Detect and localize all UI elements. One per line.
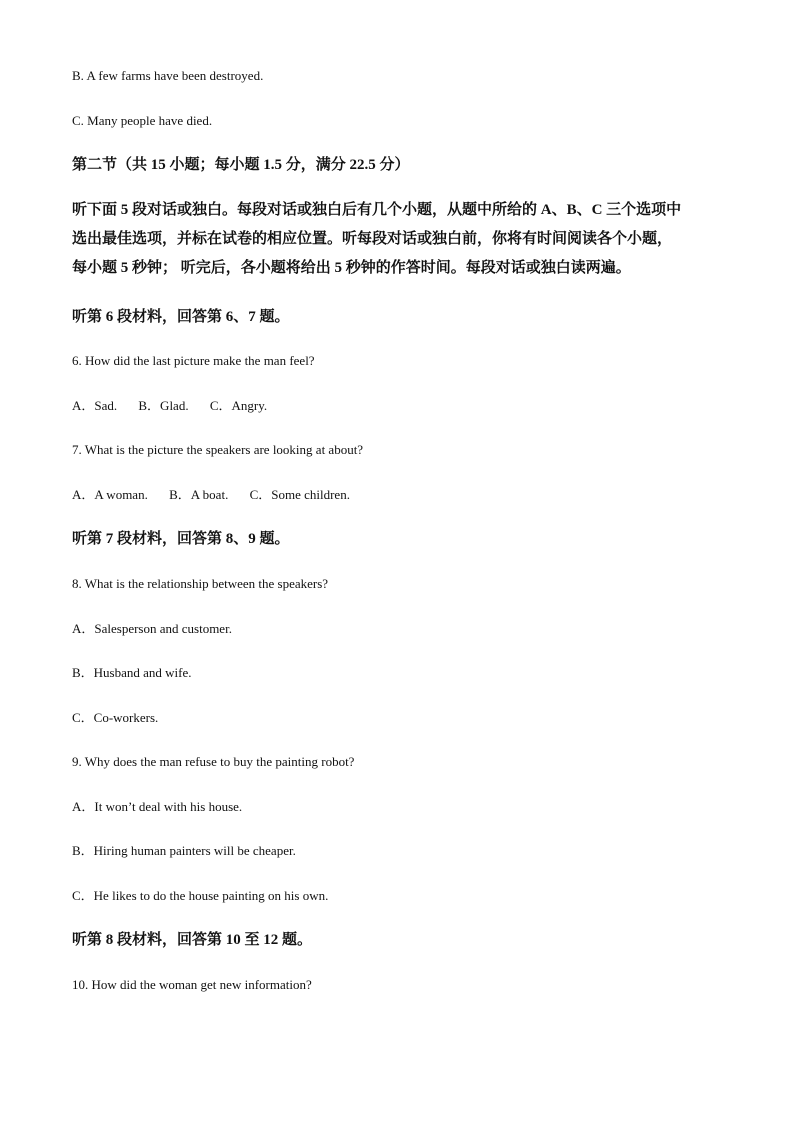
question-9-option-a: A．It won’t deal with his house. bbox=[72, 799, 243, 814]
question-10: 10. How did the woman get new information? bbox=[72, 977, 312, 992]
option-b-previous: B. A few farms have been destroyed. bbox=[72, 68, 264, 83]
question-8-option-a: A．Salesperson and customer. bbox=[72, 621, 232, 636]
question-7-options bbox=[72, 486, 350, 504]
material-6-heading: 听第 6 段材料，回答第 6、7 题。 bbox=[72, 309, 290, 325]
question-6-option-a: A．Sad. bbox=[72, 398, 118, 413]
option-c-previous: C. Many people have died. bbox=[72, 113, 213, 128]
question-8-option-c: C．Co-workers. bbox=[72, 710, 159, 725]
question-6-option-c: C．Angry. bbox=[209, 398, 268, 413]
question-7-option-c: C．Some children. bbox=[249, 487, 350, 502]
material-8-heading: 听第 8 段材料，回答第 10 至 12 题。 bbox=[72, 932, 313, 948]
question-7: 7. What is the picture the speakers are looking at about? bbox=[72, 442, 364, 457]
instruction-line-2: 选出最佳选项，并标在试卷的相应位置。听每段对话或独白前，你将有时间阅读各个小题， bbox=[72, 231, 673, 247]
question-7-option-b: B．A boat. bbox=[169, 487, 229, 502]
question-8-option-b: B．Husband and wife. bbox=[72, 665, 192, 680]
question-6-options bbox=[72, 397, 267, 415]
instruction-line-3: 每小题 5 秒钟； 听完后，各小题将给出 5 秒钟的作答时间。每段对话或独白读两遍。 bbox=[72, 260, 631, 276]
question-9: 9. Why does the man refuse to buy the painting robot? bbox=[72, 754, 355, 769]
section-two-instructions bbox=[72, 196, 732, 283]
question-7-option-a: A．A woman. bbox=[72, 487, 148, 502]
instruction-line-1: 听下面 5 段对话或独白。每段对话或独白后有几个小题，从题中所给的 A、B、C 三个选项中 bbox=[72, 202, 682, 218]
question-8: 8. What is the relationship between the speakers? bbox=[72, 576, 329, 591]
question-6-option-b: B．Glad. bbox=[138, 398, 189, 413]
question-9-option-c: C．He likes to do the house painting on his own. bbox=[72, 888, 329, 903]
question-9-option-b: B．Hiring human painters will be cheaper. bbox=[72, 843, 296, 858]
section-two-title: 第二节（共 15 小题；每小题 1.5 分，满分 22.5 分） bbox=[72, 157, 410, 173]
material-7-heading: 听第 7 段材料，回答第 8、9 题。 bbox=[72, 531, 290, 547]
question-6: 6. How did the last picture make the man feel? bbox=[72, 353, 315, 368]
